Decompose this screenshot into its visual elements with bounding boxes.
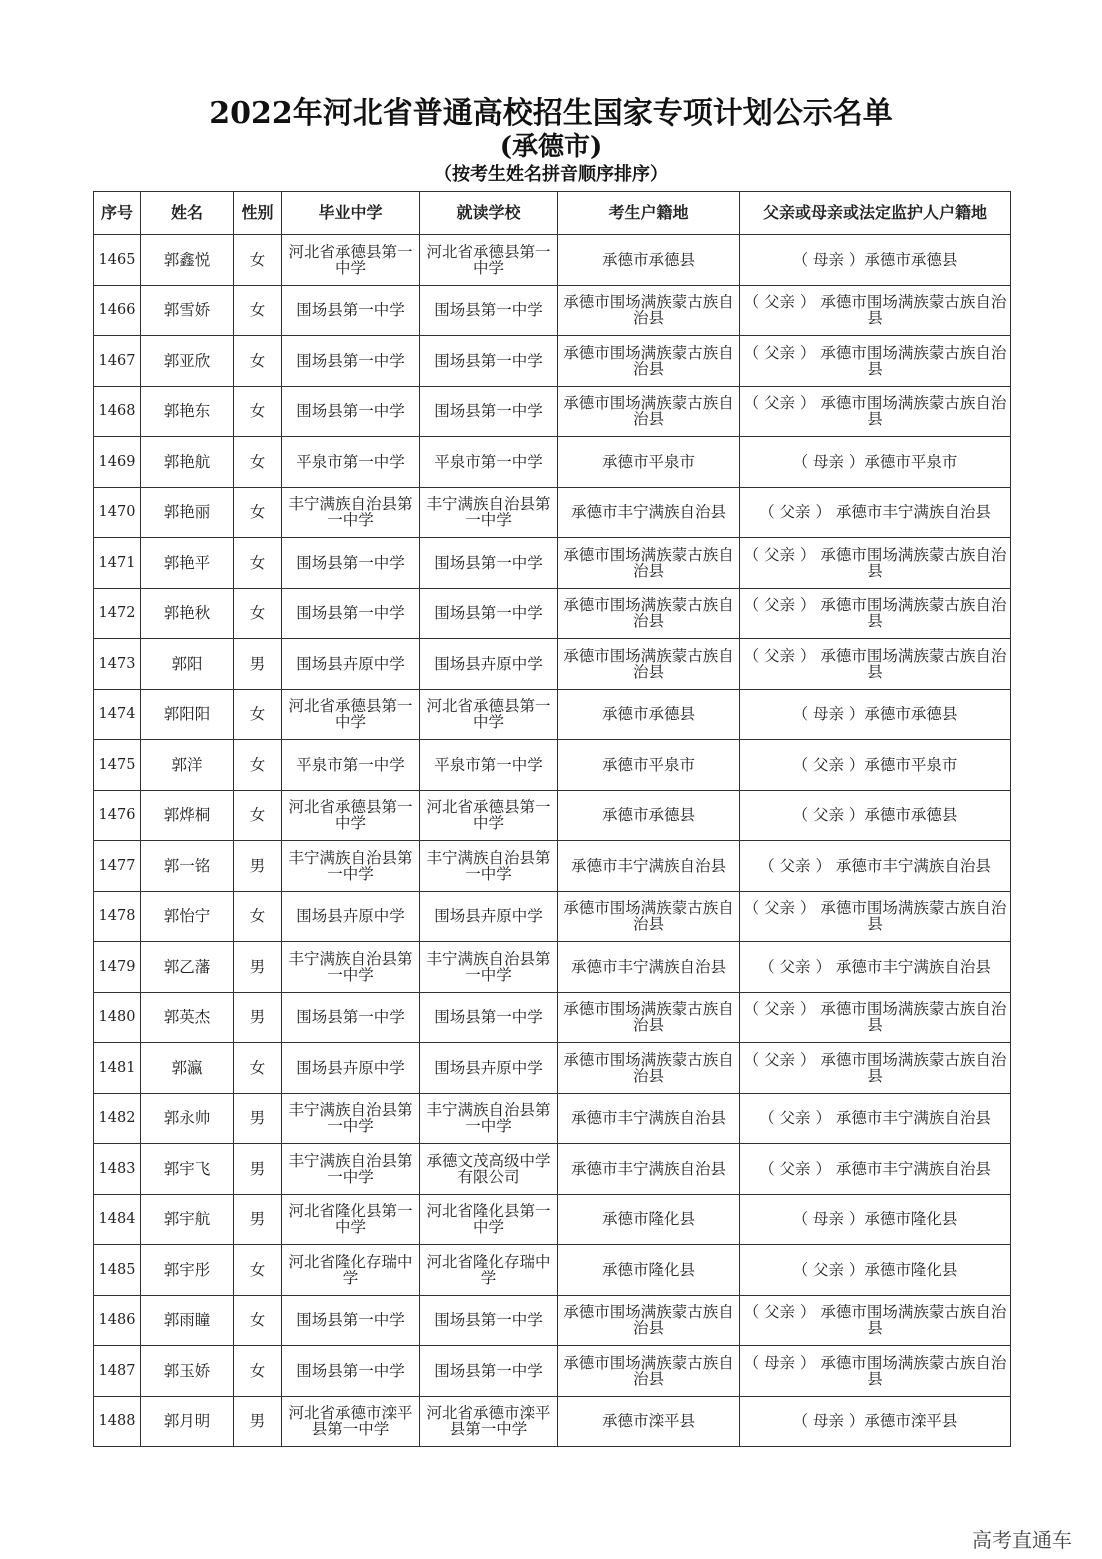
cell-gender: 女 — [234, 487, 282, 538]
cell-index: 1476 — [94, 790, 141, 841]
cell-parent-domicile: （ 母亲 ）承德市隆化县 — [740, 1194, 1011, 1245]
cell-graduate-school: 丰宁满族自治县第一中学 — [282, 841, 420, 892]
cell-index: 1473 — [94, 639, 141, 690]
cell-name: 郭瀛 — [141, 1043, 234, 1094]
cell-name: 郭阳阳 — [141, 689, 234, 740]
cell-student-domicile: 承德市围场满族蒙古族自治县 — [558, 285, 740, 336]
cell-current-school: 围场县卉原中学 — [420, 639, 558, 690]
cell-parent-domicile: （ 父亲 ） 承德市丰宁满族自治县 — [740, 1093, 1011, 1144]
cell-student-domicile: 承德市承德县 — [558, 790, 740, 841]
cell-parent-domicile: （ 母亲 ）承德市承德县 — [740, 235, 1011, 286]
cell-gender: 女 — [234, 538, 282, 589]
cell-index: 1469 — [94, 437, 141, 488]
table-row — [94, 1144, 1011, 1195]
cell-student-domicile: 承德市围场满族蒙古族自治县 — [558, 992, 740, 1043]
cell-current-school: 围场县第一中学 — [420, 1346, 558, 1397]
cell-current-school: 河北省承德市滦平县第一中学 — [420, 1396, 558, 1447]
cell-graduate-school: 丰宁满族自治县第一中学 — [282, 1144, 420, 1195]
cell-parent-domicile: （ 父亲 ） 承德市围场满族蒙古族自治县 — [740, 1043, 1011, 1094]
cell-graduate-school: 河北省隆化县第一中学 — [282, 1194, 420, 1245]
cell-current-school: 围场县第一中学 — [420, 386, 558, 437]
cell-student-domicile: 承德市围场满族蒙古族自治县 — [558, 1346, 740, 1397]
cell-student-domicile: 承德市围场满族蒙古族自治县 — [558, 1295, 740, 1346]
cell-name: 郭艳平 — [141, 538, 234, 589]
cell-gender: 男 — [234, 942, 282, 993]
table-header-row — [94, 192, 1011, 235]
cell-student-domicile: 承德市丰宁满族自治县 — [558, 942, 740, 993]
header-current-school: 就读学校 — [420, 192, 558, 235]
cell-gender: 女 — [234, 1346, 282, 1397]
cell-current-school: 围场县第一中学 — [420, 992, 558, 1043]
cell-parent-domicile: （ 父亲 ） 承德市围场满族蒙古族自治县 — [740, 386, 1011, 437]
cell-graduate-school: 丰宁满族自治县第一中学 — [282, 487, 420, 538]
cell-parent-domicile: （ 母亲 ）承德市平泉市 — [740, 437, 1011, 488]
cell-parent-domicile: （ 父亲 ）承德市隆化县 — [740, 1245, 1011, 1296]
cell-index: 1484 — [94, 1194, 141, 1245]
cell-name: 郭宇航 — [141, 1194, 234, 1245]
cell-parent-domicile: （ 母亲 ） 承德市围场满族蒙古族自治县 — [740, 1346, 1011, 1397]
cell-index: 1479 — [94, 942, 141, 993]
cell-graduate-school: 围场县第一中学 — [282, 588, 420, 639]
cell-gender: 女 — [234, 235, 282, 286]
cell-student-domicile: 承德市承德县 — [558, 235, 740, 286]
cell-current-school: 河北省承德县第一中学 — [420, 235, 558, 286]
header-gender: 性别 — [234, 192, 282, 235]
cell-gender: 女 — [234, 386, 282, 437]
table-row — [94, 1295, 1011, 1346]
cell-graduate-school: 围场县第一中学 — [282, 992, 420, 1043]
cell-parent-domicile: （ 父亲 ） 承德市丰宁满族自治县 — [740, 841, 1011, 892]
cell-graduate-school: 围场县第一中学 — [282, 1295, 420, 1346]
cell-graduate-school: 丰宁满族自治县第一中学 — [282, 942, 420, 993]
table-row — [94, 1245, 1011, 1296]
cell-name: 郭月明 — [141, 1396, 234, 1447]
cell-student-domicile: 承德市围场满族蒙古族自治县 — [558, 336, 740, 387]
table-row — [94, 336, 1011, 387]
cell-graduate-school: 围场县第一中学 — [282, 538, 420, 589]
cell-name: 郭永帅 — [141, 1093, 234, 1144]
cell-graduate-school: 围场县卉原中学 — [282, 639, 420, 690]
header-name: 姓名 — [141, 192, 234, 235]
cell-graduate-school: 围场县第一中学 — [282, 386, 420, 437]
cell-gender: 男 — [234, 992, 282, 1043]
cell-current-school: 丰宁满族自治县第一中学 — [420, 487, 558, 538]
cell-current-school: 承德文茂高级中学有限公司 — [420, 1144, 558, 1195]
cell-student-domicile: 承德市围场满族蒙古族自治县 — [558, 891, 740, 942]
cell-parent-domicile: （ 父亲 ） 承德市丰宁满族自治县 — [740, 942, 1011, 993]
cell-student-domicile: 承德市丰宁满族自治县 — [558, 841, 740, 892]
cell-current-school: 围场县卉原中学 — [420, 1043, 558, 1094]
cell-index: 1466 — [94, 285, 141, 336]
cell-gender: 女 — [234, 588, 282, 639]
cell-gender: 女 — [234, 1245, 282, 1296]
table-row — [94, 1396, 1011, 1447]
cell-parent-domicile: （ 父亲 ）承德市平泉市 — [740, 740, 1011, 791]
cell-parent-domicile: （ 父亲 ） 承德市围场满族蒙古族自治县 — [740, 639, 1011, 690]
cell-gender: 男 — [234, 841, 282, 892]
cell-current-school: 围场县第一中学 — [420, 336, 558, 387]
cell-name: 郭洋 — [141, 740, 234, 791]
cell-index: 1470 — [94, 487, 141, 538]
cell-gender: 女 — [234, 689, 282, 740]
cell-graduate-school: 围场县第一中学 — [282, 285, 420, 336]
cell-graduate-school: 河北省承德县第一中学 — [282, 790, 420, 841]
cell-name: 郭艳丽 — [141, 487, 234, 538]
document-title: 2022年河北省普通高校招生国家专项计划公示名单 — [209, 96, 893, 131]
cell-parent-domicile: （ 父亲 ） 承德市丰宁满族自治县 — [740, 1144, 1011, 1195]
cell-index: 1481 — [94, 1043, 141, 1094]
cell-parent-domicile: （ 父亲 ） 承德市围场满族蒙古族自治县 — [740, 992, 1011, 1043]
cell-student-domicile: 承德市平泉市 — [558, 437, 740, 488]
cell-gender: 女 — [234, 891, 282, 942]
cell-index: 1477 — [94, 841, 141, 892]
cell-current-school: 河北省隆化县第一中学 — [420, 1194, 558, 1245]
table-row — [94, 891, 1011, 942]
cell-index: 1486 — [94, 1295, 141, 1346]
table-row — [94, 942, 1011, 993]
header-parent-domicile: 父亲或母亲或法定监护人户籍地 — [740, 192, 1011, 235]
table-row — [94, 235, 1011, 286]
cell-student-domicile: 承德市围场满族蒙古族自治县 — [558, 538, 740, 589]
cell-student-domicile: 承德市围场满族蒙古族自治县 — [558, 639, 740, 690]
table-row — [94, 992, 1011, 1043]
cell-gender: 女 — [234, 790, 282, 841]
cell-graduate-school: 河北省隆化存瑞中学 — [282, 1245, 420, 1296]
table-row — [94, 1043, 1011, 1094]
cell-name: 郭亚欣 — [141, 336, 234, 387]
cell-current-school: 丰宁满族自治县第一中学 — [420, 841, 558, 892]
table-row — [94, 1093, 1011, 1144]
cell-name: 郭英杰 — [141, 992, 234, 1043]
table-row — [94, 487, 1011, 538]
table-row — [94, 841, 1011, 892]
cell-gender: 男 — [234, 639, 282, 690]
cell-current-school: 河北省隆化存瑞中学 — [420, 1245, 558, 1296]
cell-graduate-school: 河北省承德市滦平县第一中学 — [282, 1396, 420, 1447]
cell-current-school: 围场县第一中学 — [420, 588, 558, 639]
cell-index: 1488 — [94, 1396, 141, 1447]
cell-parent-domicile: （ 父亲 ） 承德市围场满族蒙古族自治县 — [740, 285, 1011, 336]
cell-student-domicile: 承德市丰宁满族自治县 — [558, 487, 740, 538]
table-row — [94, 437, 1011, 488]
cell-name: 郭艳东 — [141, 386, 234, 437]
cell-index: 1482 — [94, 1093, 141, 1144]
cell-gender: 女 — [234, 285, 282, 336]
cell-student-domicile: 承德市隆化县 — [558, 1245, 740, 1296]
cell-gender: 女 — [234, 336, 282, 387]
table-body — [94, 235, 1011, 1447]
cell-gender: 女 — [234, 740, 282, 791]
cell-current-school: 围场县第一中学 — [420, 538, 558, 589]
cell-name: 郭宇飞 — [141, 1144, 234, 1195]
cell-current-school: 河北省承德县第一中学 — [420, 790, 558, 841]
cell-student-domicile: 承德市围场满族蒙古族自治县 — [558, 1043, 740, 1094]
cell-parent-domicile: （ 父亲 ） 承德市围场满族蒙古族自治县 — [740, 1295, 1011, 1346]
cell-graduate-school: 围场县第一中学 — [282, 1346, 420, 1397]
document-subtitle: (承德市) — [499, 132, 603, 162]
cell-name: 郭雨瞳 — [141, 1295, 234, 1346]
header-graduate-school: 毕业中学 — [282, 192, 420, 235]
cell-index: 1483 — [94, 1144, 141, 1195]
cell-index: 1467 — [94, 336, 141, 387]
cell-current-school: 围场县第一中学 — [420, 1295, 558, 1346]
cell-current-school: 丰宁满族自治县第一中学 — [420, 1093, 558, 1144]
watermark: 高考直通车 — [972, 1528, 1072, 1552]
cell-student-domicile: 承德市承德县 — [558, 689, 740, 740]
cell-gender: 男 — [234, 1194, 282, 1245]
cell-gender: 男 — [234, 1396, 282, 1447]
cell-name: 郭阳 — [141, 639, 234, 690]
cell-name: 郭艳航 — [141, 437, 234, 488]
cell-index: 1465 — [94, 235, 141, 286]
cell-parent-domicile: （ 父亲 ）承德市承德县 — [740, 790, 1011, 841]
cell-gender: 女 — [234, 437, 282, 488]
table-row — [94, 689, 1011, 740]
cell-index: 1478 — [94, 891, 141, 942]
cell-name: 郭玉娇 — [141, 1346, 234, 1397]
cell-student-domicile: 承德市围场满族蒙古族自治县 — [558, 588, 740, 639]
cell-name: 郭艳秋 — [141, 588, 234, 639]
cell-gender: 男 — [234, 1093, 282, 1144]
cell-parent-domicile: （ 父亲 ） 承德市围场满族蒙古族自治县 — [740, 588, 1011, 639]
table-row — [94, 740, 1011, 791]
cell-name: 郭宇彤 — [141, 1245, 234, 1296]
sort-note: （按考生姓名拼音顺序排序） — [434, 164, 668, 185]
cell-parent-domicile: （ 母亲 ）承德市滦平县 — [740, 1396, 1011, 1447]
cell-index: 1468 — [94, 386, 141, 437]
cell-parent-domicile: （ 父亲 ） 承德市围场满族蒙古族自治县 — [740, 538, 1011, 589]
student-list-table — [93, 191, 1011, 1447]
cell-graduate-school: 丰宁满族自治县第一中学 — [282, 1093, 420, 1144]
cell-student-domicile: 承德市隆化县 — [558, 1194, 740, 1245]
cell-graduate-school: 平泉市第一中学 — [282, 740, 420, 791]
cell-current-school: 平泉市第一中学 — [420, 740, 558, 791]
cell-parent-domicile: （ 父亲 ） 承德市围场满族蒙古族自治县 — [740, 336, 1011, 387]
cell-parent-domicile: （ 父亲 ） 承德市丰宁满族自治县 — [740, 487, 1011, 538]
cell-name: 郭雪娇 — [141, 285, 234, 336]
cell-index: 1472 — [94, 588, 141, 639]
cell-student-domicile: 承德市平泉市 — [558, 740, 740, 791]
cell-graduate-school: 平泉市第一中学 — [282, 437, 420, 488]
cell-name: 郭烨桐 — [141, 790, 234, 841]
header-index: 序号 — [94, 192, 141, 235]
cell-current-school: 围场县卉原中学 — [420, 891, 558, 942]
cell-graduate-school: 河北省承德县第一中学 — [282, 235, 420, 286]
cell-current-school: 平泉市第一中学 — [420, 437, 558, 488]
cell-student-domicile: 承德市丰宁满族自治县 — [558, 1093, 740, 1144]
cell-gender: 女 — [234, 1295, 282, 1346]
header-student-domicile: 考生户籍地 — [558, 192, 740, 235]
table-row — [94, 588, 1011, 639]
table-row — [94, 285, 1011, 336]
cell-index: 1475 — [94, 740, 141, 791]
cell-gender: 男 — [234, 1144, 282, 1195]
cell-index: 1487 — [94, 1346, 141, 1397]
cell-name: 郭怡宁 — [141, 891, 234, 942]
cell-student-domicile: 承德市丰宁满族自治县 — [558, 1144, 740, 1195]
cell-graduate-school: 围场县第一中学 — [282, 336, 420, 387]
cell-name: 郭一铭 — [141, 841, 234, 892]
cell-current-school: 丰宁满族自治县第一中学 — [420, 942, 558, 993]
cell-current-school: 河北省承德县第一中学 — [420, 689, 558, 740]
cell-graduate-school: 河北省承德县第一中学 — [282, 689, 420, 740]
cell-index: 1474 — [94, 689, 141, 740]
cell-parent-domicile: （ 母亲 ）承德市承德县 — [740, 689, 1011, 740]
table-row — [94, 1194, 1011, 1245]
table-row — [94, 386, 1011, 437]
cell-index: 1485 — [94, 1245, 141, 1296]
cell-student-domicile: 承德市滦平县 — [558, 1396, 740, 1447]
cell-current-school: 围场县第一中学 — [420, 285, 558, 336]
cell-index: 1480 — [94, 992, 141, 1043]
cell-gender: 女 — [234, 1043, 282, 1094]
cell-parent-domicile: （ 父亲 ） 承德市围场满族蒙古族自治县 — [740, 891, 1011, 942]
cell-index: 1471 — [94, 538, 141, 589]
table-row — [94, 538, 1011, 589]
table-row — [94, 1346, 1011, 1397]
cell-graduate-school: 围场县卉原中学 — [282, 891, 420, 942]
cell-student-domicile: 承德市围场满族蒙古族自治县 — [558, 386, 740, 437]
cell-name: 郭鑫悦 — [141, 235, 234, 286]
cell-graduate-school: 围场县卉原中学 — [282, 1043, 420, 1094]
cell-name: 郭乙藩 — [141, 942, 234, 993]
table-row — [94, 639, 1011, 690]
table-row — [94, 790, 1011, 841]
